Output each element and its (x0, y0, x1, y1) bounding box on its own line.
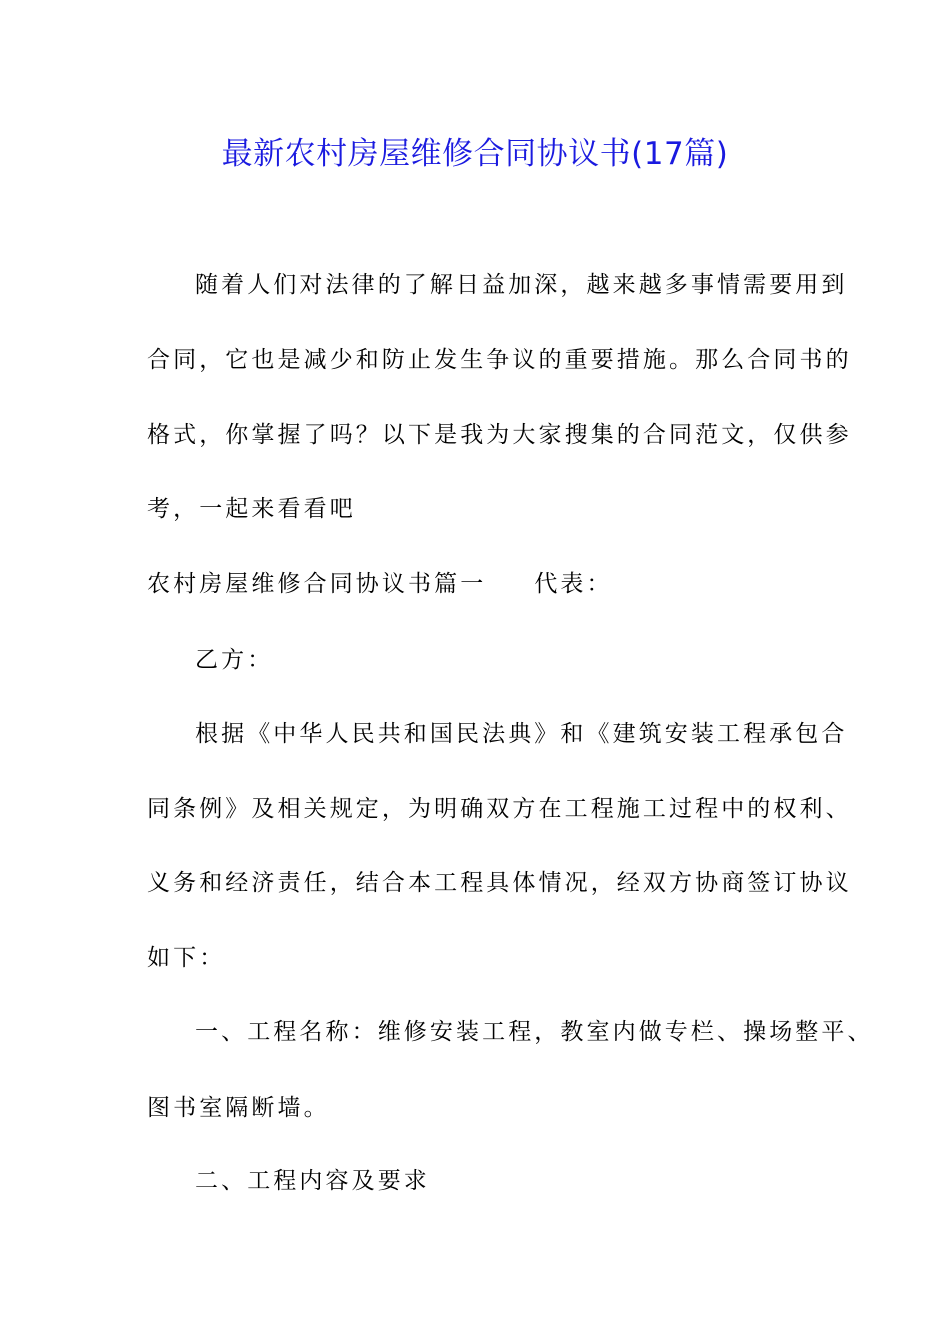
clause-1-line-2: 图书室隔断墙。 (147, 1095, 330, 1121)
basis-line-3: 义务和经济责任，结合本工程具体情况，经双方协商签订协议 (147, 870, 852, 896)
basis-line-4: 如下： (147, 945, 226, 971)
basis-line-2: 同条例》及相关规定，为明确双方在工程施工过程中的权利、 (147, 796, 852, 822)
intro-line-4: 考，一起来看看吧 (147, 496, 356, 522)
party-b-label: 乙方： (195, 647, 274, 673)
section-heading-line (147, 569, 613, 599)
clause-1-line-1: 一、工程名称：维修安装工程，教室内做专栏、操场整平、 (195, 1019, 874, 1045)
intro-line-2: 合同，它也是减少和防止发生争议的重要措施。那么合同书的 (147, 347, 852, 373)
intro-line-1: 随着人们对法律的了解日益加深，越来越多事情需要用到 (195, 272, 848, 298)
document-title: 最新农村房屋维修合同协议书(17篇) (221, 136, 729, 172)
representative-label: 代表： (534, 571, 613, 597)
section-heading: 农村房屋维修合同协议书篇一 (147, 571, 487, 597)
intro-line-3: 格式，你掌握了吗？以下是我为大家搜集的合同范文，仅供参 (147, 422, 852, 448)
clause-2-heading: 二、工程内容及要求 (195, 1168, 430, 1194)
basis-line-1: 根据《中华人民共和国民法典》和《建筑安装工程承包合 (195, 721, 848, 747)
